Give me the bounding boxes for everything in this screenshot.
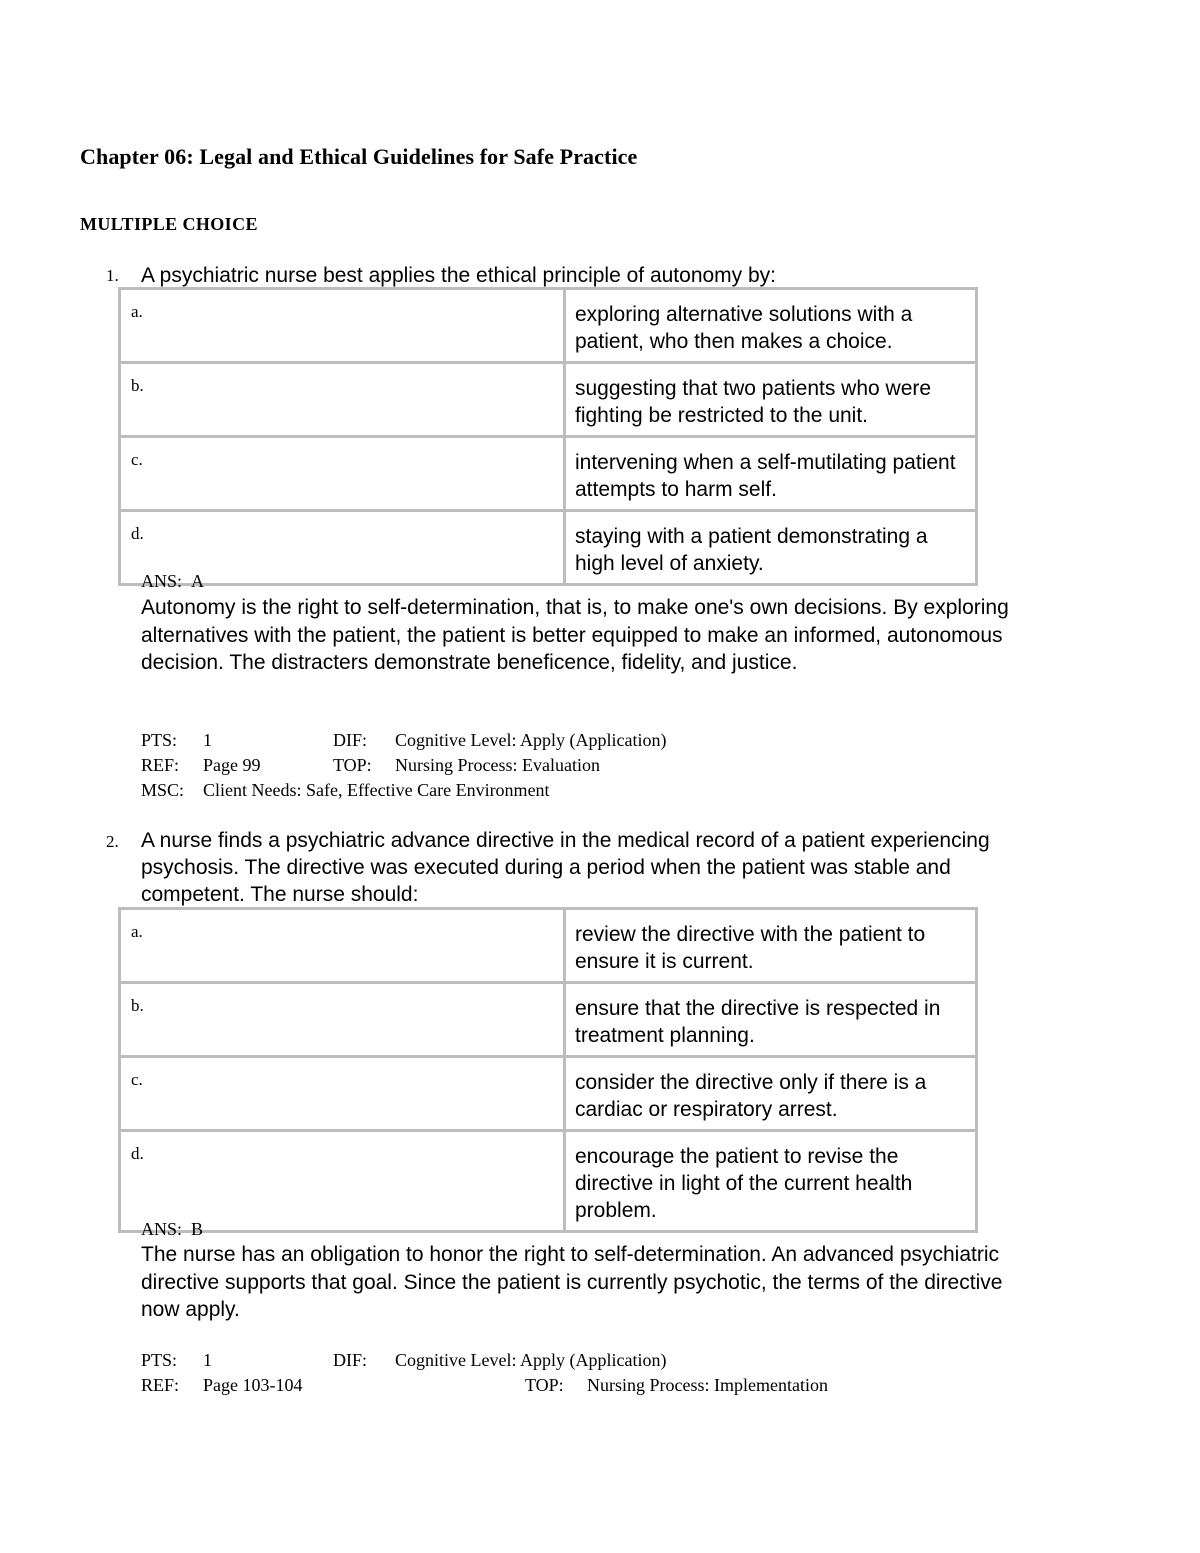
answer-label: ANS:: [141, 1219, 183, 1239]
question-meta: [141, 1348, 1041, 1403]
choice-letter: c.: [120, 1057, 565, 1131]
ref-label: REF:: [141, 755, 180, 775]
question-stem: A psychiatric nurse best applies the ethical principle of autonomy by:: [141, 264, 777, 287]
top-value: Nursing Process: Implementation: [587, 1375, 828, 1395]
dif-label: DIF:: [333, 730, 368, 750]
choice-letter: d.: [120, 511, 565, 585]
pts-value: 1: [203, 1350, 212, 1370]
choice-row: [120, 289, 977, 363]
choice-letter: c.: [120, 437, 565, 511]
choice-text: intervening when a self-mutilating patient attempts to harm self.: [565, 437, 977, 511]
msc-label: MSC:: [141, 780, 185, 800]
choice-row: [120, 909, 977, 983]
ref-value: Page 103-104: [203, 1375, 303, 1395]
choices-table: [118, 907, 978, 1233]
answer-key: [141, 571, 204, 592]
choice-row: [120, 1057, 977, 1131]
choice-text: suggesting that two patients who were fighting be restricted to the unit.: [565, 363, 977, 437]
choice-letter: b.: [120, 363, 565, 437]
pts-label: PTS:: [141, 1350, 178, 1370]
choice-text: encourage the patient to revise the directive in light of the current health problem.: [565, 1131, 977, 1232]
answer-value: A: [191, 571, 205, 591]
dif-value: Cognitive Level: Apply (Application): [395, 730, 667, 750]
question-meta: [141, 728, 841, 808]
choice-row: [120, 363, 977, 437]
rationale: The nurse has an obligation to honor the right to self-determination. An advanced psychiatric directive supports that goal. Since the patient is currently psychotic, the terms of the directive now apply.: [141, 1243, 1003, 1321]
dif-label: DIF:: [333, 1350, 368, 1370]
choice-row: [120, 1131, 977, 1232]
top-value: Nursing Process: Evaluation: [395, 755, 600, 775]
pts-label: PTS:: [141, 730, 178, 750]
chapter-title: Chapter 06: Legal and Ethical Guidelines for Safe Practice: [80, 144, 638, 169]
choice-row: [120, 983, 977, 1057]
dif-value: Cognitive Level: Apply (Application): [395, 1350, 667, 1370]
question-number: 2.: [106, 832, 119, 851]
choice-letter: d.: [120, 1131, 565, 1232]
choice-row: [120, 437, 977, 511]
question-stem: A nurse finds a psychiatric advance directive in the medical record of a patient experiencing psychosis. The directive was executed during a period when the patient was stable and competent. The nurse should:: [141, 829, 990, 906]
choice-text: review the directive with the patient to ensure it is current.: [565, 909, 977, 983]
top-label: TOP:: [525, 1375, 564, 1395]
choices-table: [118, 287, 978, 586]
choice-text: ensure that the directive is respected in treatment planning.: [565, 983, 977, 1057]
choice-text: exploring alternative solutions with a patient, who then makes a choice.: [565, 289, 977, 363]
answer-value: B: [191, 1219, 204, 1239]
question-number: 1.: [106, 266, 119, 285]
choice-row: [120, 511, 977, 585]
msc-value: Client Needs: Safe, Effective Care Environment: [203, 780, 550, 800]
ref-label: REF:: [141, 1375, 180, 1395]
ref-value: Page 99: [203, 755, 261, 775]
choice-text: staying with a patient demonstrating a high level of anxiety.: [565, 511, 977, 585]
answer-label: ANS:: [141, 571, 183, 591]
choice-letter: a.: [120, 289, 565, 363]
choice-letter: b.: [120, 983, 565, 1057]
choice-text: consider the directive only if there is a cardiac or respiratory arrest.: [565, 1057, 977, 1131]
choice-letter: a.: [120, 909, 565, 983]
answer-key: [141, 1219, 203, 1240]
top-label: TOP:: [333, 755, 372, 775]
pts-value: 1: [203, 730, 212, 750]
section-heading: MULTIPLE CHOICE: [80, 214, 258, 234]
rationale: Autonomy is the right to self-determination, that is, to make one's own decisions. By exploring alternatives with the patient, the patient is better equipped to make an informed, autonomous decision. The distracters demonstrate beneficence, fidelity, and justice.: [141, 596, 1009, 674]
